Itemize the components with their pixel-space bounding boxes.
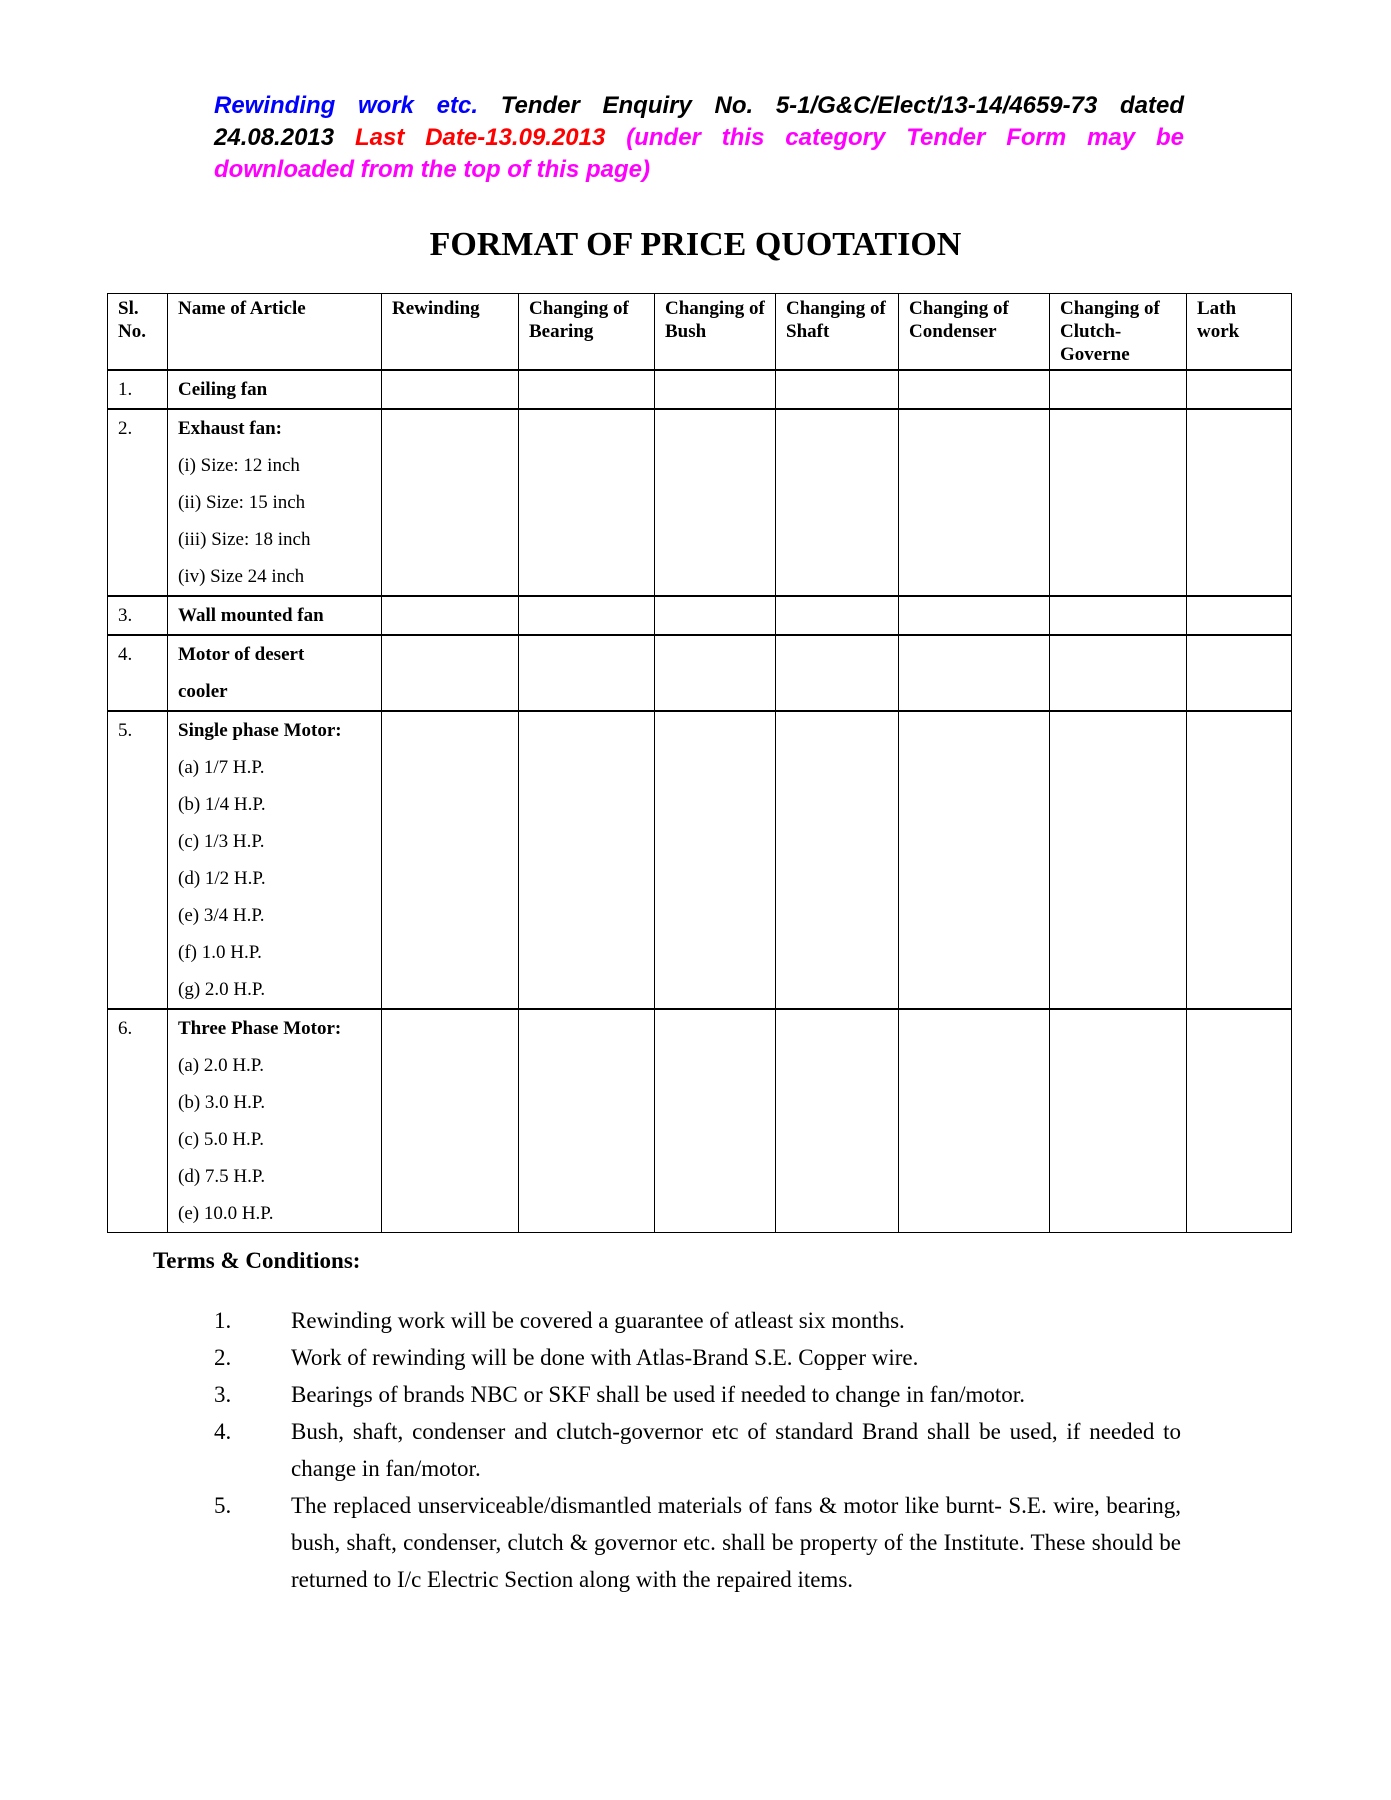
column-header: Rewinding: [382, 294, 519, 371]
price-cell[interactable]: [382, 370, 519, 409]
row-number: [108, 711, 168, 1009]
price-cell[interactable]: [776, 635, 899, 711]
price-cell[interactable]: [519, 409, 655, 596]
price-cell[interactable]: [519, 596, 655, 635]
article-subitem: (d) 1/2 H.P.: [178, 868, 266, 889]
article-subitem: (a) 2.0 H.P.: [178, 1055, 265, 1076]
article-subitem: (f) 1.0 H.P.: [178, 942, 262, 963]
price-cell[interactable]: [382, 635, 519, 711]
price-cell[interactable]: [655, 409, 776, 596]
price-cell[interactable]: [655, 635, 776, 711]
price-cell[interactable]: [519, 370, 655, 409]
term-number: 1.: [214, 1308, 232, 1333]
price-cell[interactable]: [1187, 370, 1292, 409]
notice-enquiry: Tender Enquiry No. 5-1/G&C/Elect/13-14/4659-73 dated 24.08.2013: [214, 92, 1185, 151]
price-cell[interactable]: [382, 1009, 519, 1233]
row-number: [108, 635, 168, 711]
term-text: Bearings of brands NBC or SKF shall be used if needed to change in fan/motor.: [291, 1382, 1025, 1407]
price-cell[interactable]: [519, 635, 655, 711]
price-cell[interactable]: [1050, 635, 1187, 711]
price-cell[interactable]: [1187, 596, 1292, 635]
price-cell[interactable]: [382, 711, 519, 1009]
term-item: [214, 1302, 1181, 1339]
notice-download-note: (under this category Tender Form may be downloaded from the top of this page): [214, 124, 1184, 183]
tender-notice: [214, 90, 1184, 186]
term-number: 3.: [214, 1382, 232, 1407]
article-title: Single phase Motor:: [178, 720, 342, 741]
article-title: Three Phase Motor:: [178, 1018, 342, 1039]
price-cell[interactable]: [1050, 711, 1187, 1009]
article-name-cell: [168, 711, 382, 1009]
row-number-text: 6.: [118, 1018, 133, 1039]
row-number-text: 1.: [118, 379, 133, 400]
price-cell[interactable]: [1050, 1009, 1187, 1233]
article-name-cell: [168, 1009, 382, 1233]
term-text: Rewinding work will be covered a guarantee of atleast six months.: [291, 1308, 905, 1333]
column-header: Changing of Bearing: [519, 294, 655, 371]
price-cell[interactable]: [1187, 409, 1292, 596]
table-row: [108, 635, 1292, 711]
column-header: Lath work: [1187, 294, 1292, 371]
price-cell[interactable]: [382, 409, 519, 596]
article-subitem: (b) 3.0 H.P.: [178, 1092, 266, 1113]
row-number: [108, 1009, 168, 1233]
table-row: [108, 596, 1292, 635]
article-title: Exhaust fan:: [178, 418, 282, 439]
article-subitem: (iv) Size 24 inch: [178, 566, 305, 587]
price-cell[interactable]: [776, 370, 899, 409]
row-number: [108, 370, 168, 409]
price-quotation-table: [107, 293, 1292, 1233]
page-title: FORMAT OF PRICE QUOTATION: [429, 226, 962, 263]
price-cell[interactable]: [899, 596, 1050, 635]
price-cell[interactable]: [1187, 635, 1292, 711]
term-number: 2.: [214, 1345, 232, 1370]
price-cell[interactable]: [776, 596, 899, 635]
column-header: Name of Article: [168, 294, 382, 371]
term-item: [214, 1487, 1181, 1598]
column-header: Sl. No.: [108, 294, 168, 371]
price-cell[interactable]: [899, 370, 1050, 409]
price-cell[interactable]: [1187, 1009, 1292, 1233]
price-cell[interactable]: [655, 711, 776, 1009]
price-cell[interactable]: [519, 1009, 655, 1233]
price-cell[interactable]: [519, 711, 655, 1009]
article-subitem: (b) 1/4 H.P.: [178, 794, 266, 815]
term-number: 4.: [214, 1419, 232, 1444]
price-cell[interactable]: [899, 635, 1050, 711]
term-text: The replaced unserviceable/dismantled materials of fans & motor like burnt- S.E. wire, bearing, bush, shaft, condenser, clutch & governor etc. shall be property of the Institute. These should be returned to I/c Electric Section along with the repaired items.: [291, 1493, 1181, 1592]
price-cell[interactable]: [899, 1009, 1050, 1233]
notice-category: Rewinding work etc.: [214, 92, 479, 119]
article-subitem: (d) 7.5 H.P.: [178, 1166, 266, 1187]
article-subitem: (e) 3/4 H.P.: [178, 905, 265, 926]
article-subitem: (i) Size: 12 inch: [178, 455, 300, 476]
table-row: [108, 1009, 1292, 1233]
article-subitem: (ii) Size: 15 inch: [178, 492, 306, 513]
row-number-text: 3.: [118, 605, 133, 626]
price-cell[interactable]: [1050, 596, 1187, 635]
column-header: Changing of Bush: [655, 294, 776, 371]
price-cell[interactable]: [1050, 370, 1187, 409]
price-cell[interactable]: [776, 711, 899, 1009]
article-name-cell: [168, 596, 382, 635]
row-number: [108, 409, 168, 596]
term-text: Work of rewinding will be done with Atlas-Brand S.E. Copper wire.: [291, 1345, 919, 1370]
article-subitem: (c) 5.0 H.P.: [178, 1129, 265, 1150]
term-number: 5.: [214, 1493, 232, 1518]
article-subitem: (g) 2.0 H.P.: [178, 979, 266, 1000]
article-subitem: (iii) Size: 18 inch: [178, 529, 311, 550]
column-header: Changing of Condenser: [899, 294, 1050, 371]
article-subitem: (c) 1/3 H.P.: [178, 831, 265, 852]
price-cell[interactable]: [1050, 409, 1187, 596]
price-cell[interactable]: [1187, 711, 1292, 1009]
article-title-cont: cooler: [178, 681, 228, 702]
article-subitem: (e) 10.0 H.P.: [178, 1203, 274, 1224]
row-number: [108, 596, 168, 635]
term-item: [214, 1339, 1181, 1376]
table-row: [108, 370, 1292, 409]
price-cell[interactable]: [899, 711, 1050, 1009]
term-item: [214, 1413, 1181, 1487]
term-item: [214, 1376, 1181, 1413]
article-title: Motor of desert: [178, 644, 305, 665]
price-cell[interactable]: [655, 1009, 776, 1233]
article-name-cell: [168, 370, 382, 409]
column-header: Changing of Clutch-Governe: [1050, 294, 1187, 371]
terms-heading: Terms & Conditions:: [153, 1248, 361, 1273]
price-cell[interactable]: [776, 409, 899, 596]
row-number-text: 2.: [118, 418, 133, 439]
table-row: [108, 711, 1292, 1009]
terms-list: [214, 1302, 1181, 1598]
term-text: Bush, shaft, condenser and clutch-governor etc of standard Brand shall be used, if needed to change in fan/motor.: [291, 1419, 1181, 1481]
price-cell[interactable]: [655, 370, 776, 409]
price-cell[interactable]: [382, 596, 519, 635]
article-title: Ceiling fan: [178, 379, 268, 400]
table-row: [108, 409, 1292, 596]
row-number-text: 5.: [118, 720, 133, 741]
table-header-row: [108, 294, 1292, 371]
article-subitem: (a) 1/7 H.P.: [178, 757, 265, 778]
article-name-cell: [168, 635, 382, 711]
price-cell[interactable]: [776, 1009, 899, 1233]
price-cell[interactable]: [655, 596, 776, 635]
column-header: Changing of Shaft: [776, 294, 899, 371]
price-cell[interactable]: [899, 409, 1050, 596]
notice-last-date: Last Date-13.09.2013: [355, 124, 606, 151]
row-number-text: 4.: [118, 644, 133, 665]
article-name-cell: [168, 409, 382, 596]
article-title: Wall mounted fan: [178, 605, 324, 626]
